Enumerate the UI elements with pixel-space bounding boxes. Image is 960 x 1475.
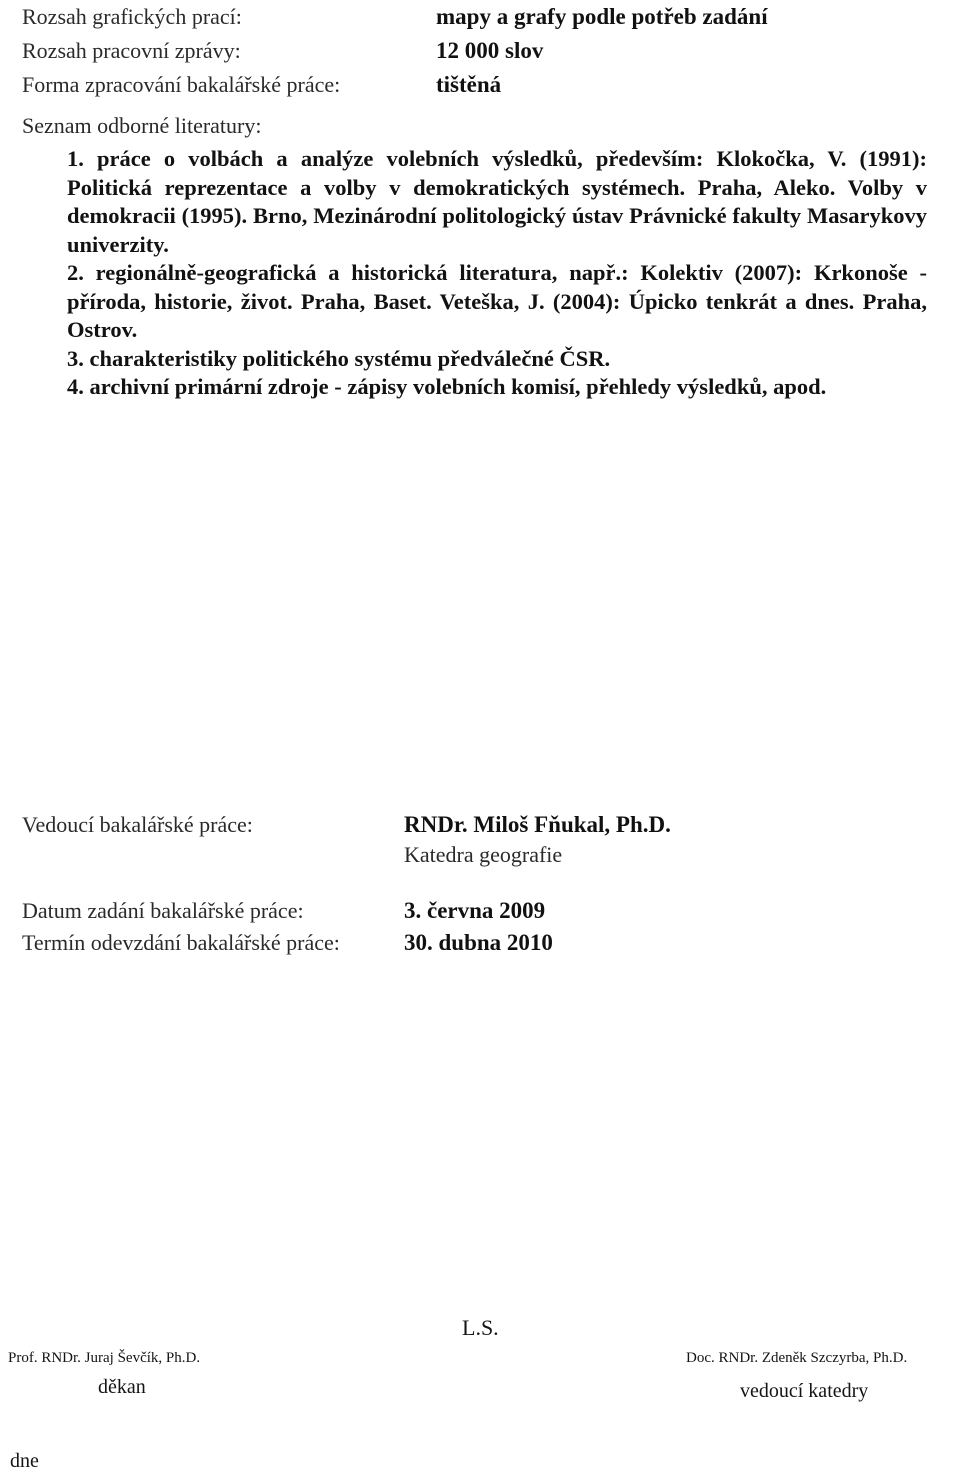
department-head-title: vedoucí katedry (740, 1380, 869, 1402)
literature-list (67, 145, 927, 402)
graphics-scope-label: Rozsah grafických prací: (22, 4, 242, 29)
graphics-scope-value: mapy a grafy podle potřeb zadání (436, 4, 768, 29)
literature-item: 3. charakteristiky politického systému předválečné ČSR. (67, 345, 611, 371)
seal-mark: L.S. (462, 1315, 499, 1340)
literature-heading: Seznam odborné literatury: (22, 113, 262, 138)
thesis-form-value: tištěná (436, 72, 502, 97)
literature-item: 2. regionálně-geografická a historická literatura, např.: Kolektiv (2007): Krkonoše - příroda, historie, život. Praha, Baset. Veteška, J. (2004): Úpicko tenkrát a dnes. Praha, Ostrov. (67, 260, 927, 342)
assignment-date-label: Datum zadání bakalářské práce: (22, 898, 304, 923)
thesis-form-label: Forma zpracování bakalářské práce: (22, 72, 341, 97)
literature-item: 4. archivní primární zdroje - zápisy volebních komisí, přehledy výsledků, apod. (67, 374, 827, 399)
supervisor-label: Vedoucí bakalářské práce: (22, 812, 253, 837)
report-scope-value: 12 000 slov (436, 38, 544, 63)
submission-deadline-label: Termín odevzdání bakalářské práce: (22, 930, 340, 955)
date-prefix: dne (10, 1450, 39, 1472)
literature-item: 1. práce o volbách a analýze volebních výsledků, především: Klokočka, V. (1991): Politická reprezentace a volby v demokratických systémech. Praha, Aleko. Volby v demokracii (1995). Brno, Mezinárodní politologický ústav Právnické fakulty Masarykovy univerzity. (67, 146, 927, 257)
dean-title: děkan (98, 1376, 146, 1398)
assignment-date-value: 3. června 2009 (404, 898, 546, 923)
supervisor-department: Katedra geografie (404, 842, 563, 867)
submission-deadline-value: 30. dubna 2010 (404, 930, 553, 955)
report-scope-label: Rozsah pracovní zprávy: (22, 38, 241, 63)
dean-name: Prof. RNDr. Juraj Ševčík, Ph.D. (8, 1350, 201, 1366)
supervisor-name: RNDr. Miloš Fňukal, Ph.D. (404, 812, 671, 837)
department-head-name: Doc. RNDr. Zdeněk Szczyrba, Ph.D. (686, 1350, 908, 1366)
